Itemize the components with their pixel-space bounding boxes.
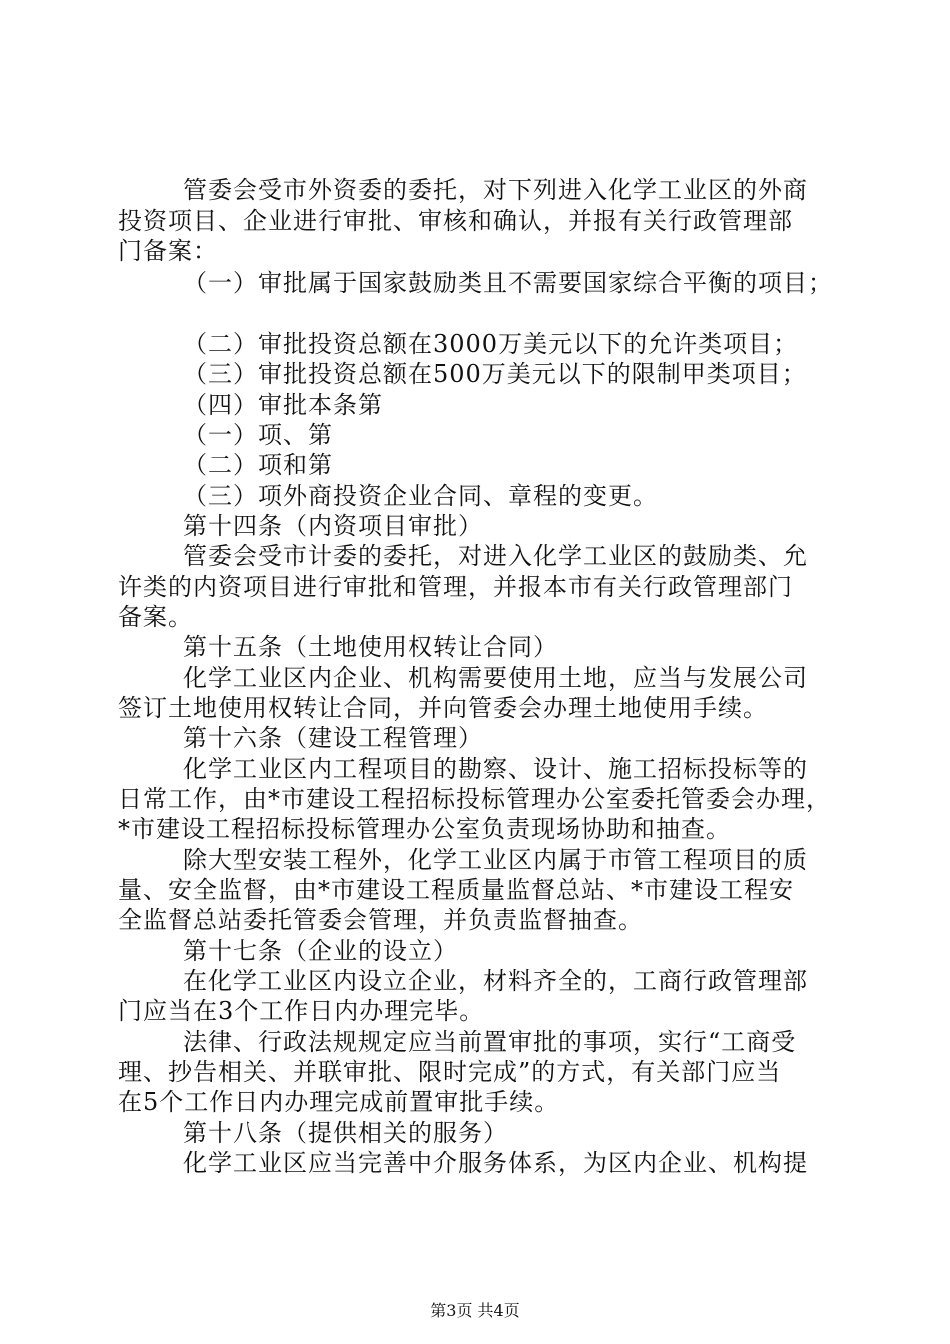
- text-line: 法律、行政法规规定应当前置审批的事项，实行“工商受: [183, 1028, 797, 1056]
- article-heading: 第十八条（提供相关的服务）: [183, 1119, 508, 1147]
- text-line: 许类的内资项目进行审批和管理，并报本市有关行政管理部门: [118, 573, 793, 601]
- list-item: （二）项和第: [183, 451, 333, 479]
- article-heading: 第十四条（内资项目审批）: [183, 512, 483, 540]
- list-item: （一）项、第: [183, 421, 333, 449]
- page-number-footer: 第3页 共4页: [430, 1301, 520, 1320]
- text-line: 化学工业区内工程项目的勘察、设计、施工招标投标等的: [183, 755, 808, 783]
- text-line: 管委会受市计委的委托，对进入化学工业区的鼓励类、允: [183, 542, 808, 570]
- text-line: 化学工业区内企业、机构需要使用土地，应当与发展公司: [183, 664, 808, 692]
- text-line: 投资项目、企业进行审批、审核和确认，并报有关行政管理部: [118, 207, 793, 235]
- article-heading: 第十五条（土地使用权转让合同）: [183, 633, 558, 661]
- text-line: 在5个工作日内办理完成前置审批手续。: [118, 1088, 560, 1116]
- article-heading: 第十七条（企业的设立）: [183, 937, 458, 965]
- text-line: 门备案：: [118, 237, 218, 265]
- text-line: *市建设工程招标投标管理办公室负责现场协助和抽查。: [118, 815, 731, 843]
- text-line: 在化学工业区内设立企业，材料齐全的，工商行政管理部: [183, 967, 808, 995]
- text-line: 除大型安装工程外，化学工业区内属于市管工程项目的质: [183, 846, 808, 874]
- list-item: （四）审批本条第: [183, 391, 383, 419]
- text-line: 全监督总站委托管委会管理，并负责监督抽查。: [118, 906, 643, 934]
- list-item: （三）审批投资总额在500万美元以下的限制甲类项目；: [183, 360, 807, 388]
- article-heading: 第十六条（建设工程管理）: [183, 724, 483, 752]
- list-item: （三）项外商投资企业合同、章程的变更。: [183, 482, 658, 510]
- text-line: 化学工业区应当完善中介服务体系，为区内企业、机构提: [183, 1149, 808, 1177]
- text-line: 签订土地使用权转让合同，并向管委会办理土地使用手续。: [118, 694, 768, 722]
- text-line: 日常工作，由*市建设工程招标投标管理办公室委托管委会办理，: [118, 785, 831, 813]
- text-line: 门应当在3个工作日内办理完毕。: [118, 997, 485, 1025]
- text-line: 备案。: [118, 603, 193, 631]
- list-item: （一）审批属于国家鼓励类且不需要国家综合平衡的项目；: [183, 269, 833, 297]
- list-item: （二）审批投资总额在3000万美元以下的允许类项目；: [183, 330, 799, 358]
- text-line: 量、安全监督，由*市建设工程质量监督总站、*市建设工程安: [118, 876, 794, 904]
- text-line: 理、抄告相关、并联审批、限时完成”的方式，有关部门应当: [118, 1058, 782, 1086]
- text-line: 管委会受市外资委的委托，对下列进入化学工业区的外商: [183, 176, 808, 204]
